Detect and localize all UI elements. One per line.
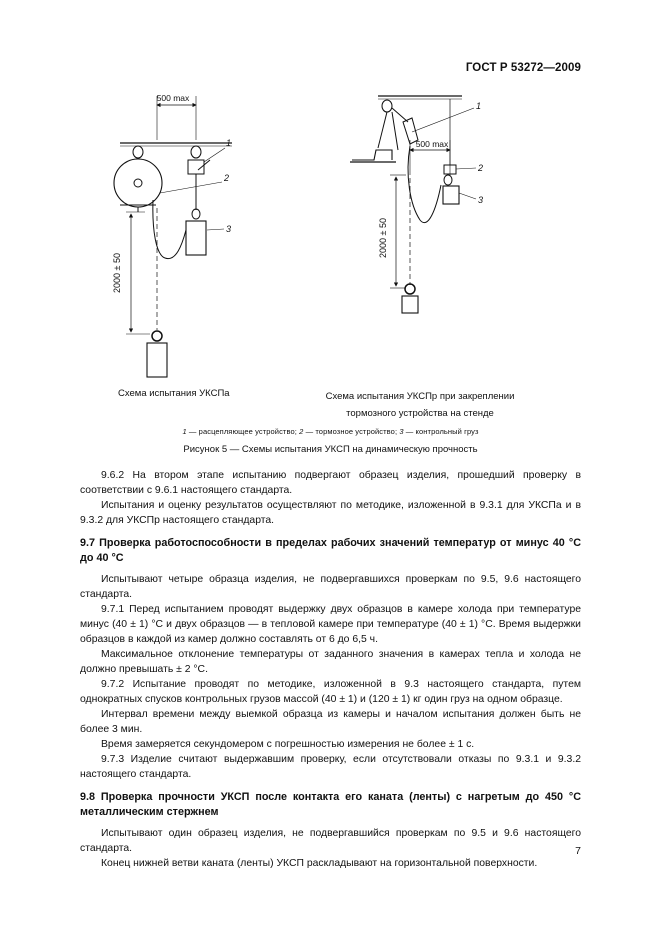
figure-title: Рисунок 5 — Схемы испытания УКСП на динамическую прочность: [183, 444, 478, 455]
legend-text-2: — тормозное устройство;: [303, 427, 400, 436]
paragraph: Испытывают четыре образца изделия, не подвергавшихся проверкам по 9.5, 9.6 настоящего стандарта.: [80, 574, 581, 600]
dim-right-500: 500 max: [415, 139, 449, 149]
left-scheme: [114, 96, 232, 377]
dim-right-2000: 2000 ± 50: [378, 218, 388, 258]
legend-num-2: 2: [299, 427, 304, 436]
right-scheme: [350, 96, 476, 313]
page-number: 7: [575, 845, 581, 857]
paragraph: 9.7.3 Изделие считают выдержавшим проверку, если отсутствовали отказы по 9.3.1 и 9.3.2 настоящего стандарта.: [80, 754, 581, 780]
caption-right-line1: Схема испытания УКСПр при закреплении: [325, 391, 515, 402]
callout-3-right: 3: [478, 195, 484, 205]
section-heading: 9.7 Проверка работоспособности в пределах рабочих значений температур от минус 40 °С до 40 °С: [80, 537, 581, 564]
callout-1-left: 1: [226, 138, 232, 148]
paragraph: Испытания и оценку результатов осуществляют по методике, изложенной в 9.3.1 для УКСПа и в 9.3.2 для УКСПр настоящего стандарта.: [80, 500, 581, 526]
legend-num-3: 3: [399, 427, 404, 436]
paragraph: 9.6.2 На втором этапе испытанию подвергают образец изделия, прошедший проверку в соответствии с 9.6.1 настоящего стандарта.: [80, 470, 581, 496]
body-text: [80, 468, 581, 871]
caption-left: Схема испытания УКСПа: [118, 388, 230, 399]
paragraph: Конец нижней ветви каната (ленты) УКСП раскладывают на горизонтальной поверхности.: [101, 858, 538, 869]
caption-right-line2: тормозного устройства на стенде: [346, 408, 494, 419]
paragraph: Испытывают один образец изделия, не подвергавшийся проверкам по 9.5 и 9.6 настоящего стандарта.: [80, 828, 581, 854]
dim-left-2000: 2000 ± 50: [112, 253, 122, 293]
paragraph: Максимальное отклонение температуры от заданного значения в камерах тепла и холода не должно превышать ± 2 °С.: [80, 649, 581, 675]
callout-2-left: 2: [224, 173, 230, 183]
paragraph: Интервал времени между выемкой образца из камеры и началом испытания должен быть не более 3 мин.: [80, 709, 581, 735]
callout-1-right: 1: [476, 101, 482, 111]
legend-text-1: — расцепляющее устройство;: [186, 427, 300, 436]
dim-left-500: 500 max: [156, 93, 190, 103]
paragraph: 9.7.1 Перед испытанием проводят выдержку двух образцов в камере холода при температуре минус (40 ± 1) °С и двух образцов — в тепловой камере при температуре (40 ± 1) °С. Время выдержки образцов в каждой из камер должно составлять от 6 до 6,5 ч.: [80, 604, 581, 645]
figure-legend: [0, 427, 661, 436]
section-heading: 9.8 Проверка прочности УКСП после контакта его каната (ленты) с нагретым до 450 °С металлическим стержнем: [80, 791, 581, 818]
caption-right: [318, 388, 522, 422]
legend-text-3: — контрольный груз: [403, 427, 479, 436]
paragraph: Время замеряется секундомером с погрешностью измерения не более ± 1 с.: [101, 739, 475, 750]
paragraph: 9.7.2 Испытание проводят по методике, изложенной в 9.3 настоящего стандарта, путем однократных спусков контрольных грузов массой (40 ± 1) и (120 ± 1) кг один груз на одном образце.: [80, 679, 581, 705]
standard-header: ГОСТ Р 53272—2009: [465, 62, 581, 74]
legend-num-1: 1: [182, 427, 187, 436]
callout-3-left: 3: [226, 224, 232, 234]
test-scheme-figure: [0, 0, 661, 420]
callout-2-right: 2: [478, 163, 484, 173]
